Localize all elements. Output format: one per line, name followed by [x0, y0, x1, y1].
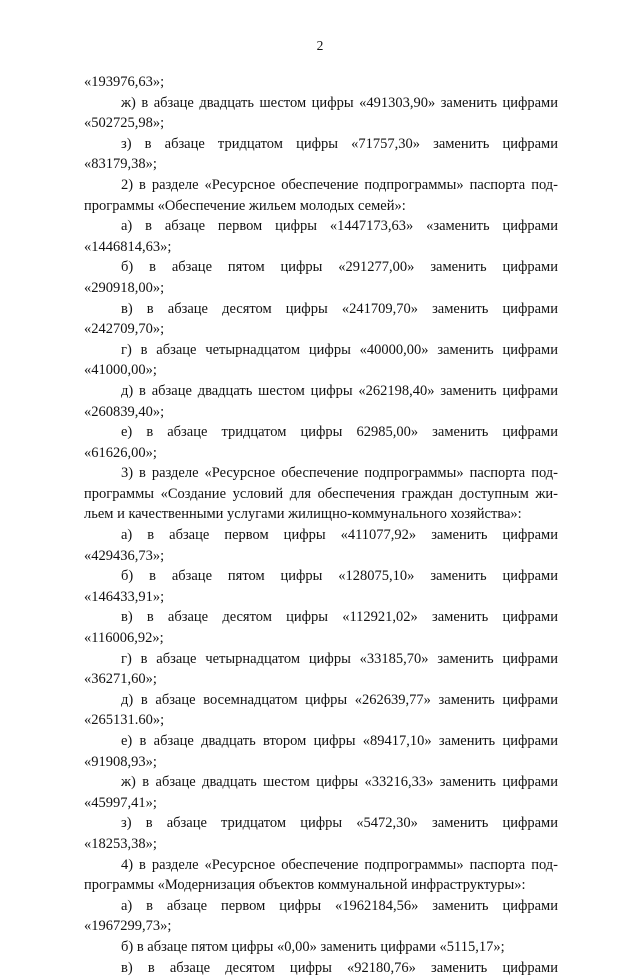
document-line: «18253,38»;	[84, 835, 157, 852]
document-line: в) в абзаце десятом цифры «241709,70» заменить цифрами	[121, 300, 558, 317]
document-line: «91908,93»;	[84, 753, 157, 770]
document-line: д) в абзаце восемнадцатом цифры «262639,77» заменить цифрами	[121, 691, 558, 708]
document-line: льем и качественными услугами жилищно-коммунального хозяйства»:	[84, 506, 522, 523]
document-line: «265131.60»;	[84, 712, 165, 729]
document-line: «429436,73»;	[84, 547, 165, 564]
document-line: «41000,00»;	[84, 362, 157, 379]
document-line: «83179,38»;	[84, 156, 157, 173]
document-line: 2) в разделе «Ресурсное обеспечение подпрограммы» паспорта под-	[121, 176, 558, 193]
document-line: «1967299,73»;	[84, 918, 172, 935]
document-line: «36271,60»;	[84, 671, 157, 688]
document-line: г) в абзаце четырнадцатом цифры «40000,00» заменить цифрами	[121, 341, 558, 358]
document-line: з) в абзаце тридцатом цифры «71757,30» заменить цифрами	[121, 135, 558, 152]
page-number: 2	[316, 38, 324, 53]
document-line: ж) в абзаце двадцать шестом цифры «33216,33» заменить цифрами	[121, 774, 558, 791]
document-line: г) в абзаце четырнадцатом цифры «33185,70» заменить цифрами	[121, 650, 558, 667]
document-line: в) в абзаце десятом цифры «92180,76» заменить цифрами	[121, 959, 558, 976]
document-line: «116006,92»;	[84, 630, 164, 647]
document-line: д) в абзаце двадцать шестом цифры «262198,40» заменить цифрами	[121, 382, 558, 399]
document-line: а) в абзаце первом цифры «411077,92» заменить цифрами	[121, 527, 558, 544]
document-line: ж) в абзаце двадцать шестом цифры «491303,90» заменить цифрами	[121, 94, 558, 111]
document-line: программы «Модернизация объектов коммунальной инфраструктуры»:	[84, 877, 526, 894]
document-line: б) в абзаце пятом цифры «291277,00» заменить цифрами	[121, 259, 558, 276]
document-line: «502725,98»;	[84, 115, 165, 132]
document-line: б) в абзаце пятом цифры «128075,10» заменить цифрами	[121, 568, 558, 585]
document-line: 4) в разделе «Ресурсное обеспечение подпрограммы» паспорта под-	[121, 856, 558, 873]
document-line: «146433,91»;	[84, 588, 165, 605]
document-line: программы «Создание условий для обеспечения граждан доступным жи-	[84, 485, 558, 502]
document-line: е) в абзаце двадцать втором цифры «89417,10» заменить цифрами	[121, 733, 558, 749]
document-line: «290918,00»;	[84, 279, 165, 296]
document-line: «45997,41»;	[84, 794, 157, 811]
document-line: «193976,63»;	[84, 74, 165, 90]
document-line: е) в абзаце тридцатом цифры 62985,00» заменить цифрами	[121, 424, 558, 441]
document-line: а) в абзаце первом цифры «1447173,63» «заменить цифрами	[121, 218, 558, 235]
document-body	[84, 72, 558, 978]
document-line: з) в абзаце тридцатом цифры «5472,30» заменить цифрами	[121, 815, 558, 832]
document-line: «1446814,63»;	[84, 238, 172, 255]
document-line: б) в абзаце пятом цифры «0,00» заменить цифрами «5115,17»;	[121, 938, 505, 955]
document-line: а) в абзаце первом цифры «1962184,56» заменить цифрами	[121, 897, 558, 914]
document-line: в) в абзаце десятом цифры «112921,02» заменить цифрами	[121, 609, 558, 626]
document-line: «61626,00»;	[84, 444, 157, 461]
document-line: «260839,40»;	[84, 403, 165, 420]
document-line: 3) в разделе «Ресурсное обеспечение подпрограммы» паспорта под-	[121, 465, 558, 482]
document-line: «242709,70»;	[84, 321, 165, 338]
document-line: программы «Обеспечение жильем молодых семей»:	[84, 197, 406, 214]
